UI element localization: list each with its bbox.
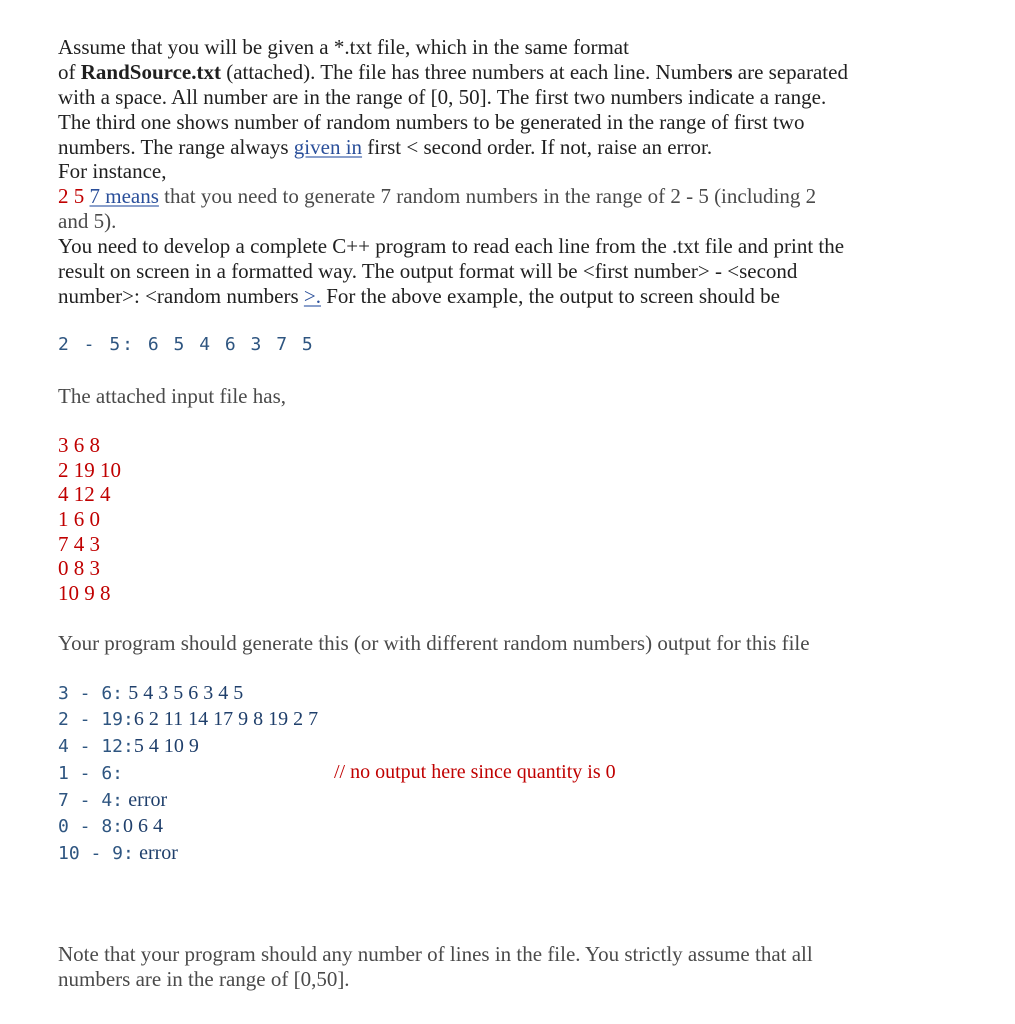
- para1-line10: result on screen in a formatted way. The output format will be <first number> - <second: [58, 259, 798, 283]
- output-prefix: 7 - 4:: [58, 790, 124, 811]
- text: of: [58, 60, 81, 84]
- output-row: [58, 812, 163, 840]
- output-values: error: [128, 789, 168, 811]
- para1-line11: [58, 283, 780, 309]
- output-prefix: 4 - 12:: [58, 736, 134, 757]
- output-row: [58, 705, 318, 733]
- para1-line5: [58, 134, 712, 160]
- para1-line2: [58, 59, 848, 85]
- output-prefix: 0 - 8:: [58, 816, 124, 837]
- para1-line8: and 5).: [58, 209, 117, 233]
- output-prefix: 10 - 9:: [58, 843, 134, 864]
- text: that you need to generate 7 random numbers in the range of 2 - 5 (including 2: [158, 184, 817, 208]
- output-values: 6 2 11 14 17 9 8 19 2 7: [133, 708, 319, 730]
- output-prefix: 3 - 6:: [58, 683, 124, 704]
- bold-s: s: [724, 60, 733, 84]
- output-values: 0 6 4: [123, 815, 164, 837]
- filename-bold: RandSource.txt: [80, 60, 221, 84]
- tracked-change-link[interactable]: 7 means: [89, 184, 159, 208]
- output-row: [58, 679, 243, 707]
- text: number>: <random numbers: [58, 284, 304, 308]
- input-heading: The attached input file has,: [58, 384, 286, 408]
- output-comment: // no output here since quantity is 0: [334, 761, 616, 783]
- input-line: 0 8 3: [58, 556, 100, 580]
- para1-line4: The third one shows number of random numbers to be generated in the range of first two: [58, 110, 805, 134]
- text: are separated: [732, 60, 848, 84]
- output-prefix: 2 - 19:: [58, 709, 134, 730]
- para1-line6: For instance,: [58, 159, 167, 183]
- tracked-change-link[interactable]: given in: [293, 135, 363, 159]
- output-row: [58, 839, 178, 867]
- output-values: 5 4 3 5 6 3 4 5: [128, 682, 244, 704]
- input-line: 7 4 3: [58, 532, 100, 556]
- output-values: error: [139, 842, 178, 864]
- input-line: 4 12 4: [58, 482, 111, 506]
- text: first < second order. If not, raise an error.: [362, 135, 713, 159]
- input-line: 10 9 8: [58, 581, 111, 605]
- para1-line1: Assume that you will be given a *.txt file, which in the same format: [58, 35, 629, 59]
- example-output: 2 - 5: 6 5 4 6 3 7 5: [58, 334, 315, 355]
- text: numbers. The range always: [58, 135, 294, 159]
- para1-line7: [58, 183, 816, 209]
- output-row: [58, 786, 167, 814]
- note-line1: Note that your program should any number of lines in the file. You strictly assume that all: [58, 942, 813, 966]
- output-row: [58, 759, 616, 787]
- output-values: 5 4 10 9: [133, 735, 199, 757]
- para1-line3: with a space. All number are in the range of [0, 50]. The first two numbers indicate a range.: [58, 85, 827, 109]
- tracked-change-link[interactable]: >.: [303, 284, 321, 308]
- input-line: 1 6 0: [58, 507, 100, 531]
- para1-line9: You need to develop a complete C++ program to read each line from the .txt file and print the: [58, 234, 845, 258]
- note-line2: numbers are in the range of [0,50].: [58, 967, 350, 991]
- input-line: 3 6 8: [58, 433, 100, 457]
- output-prefix: 1 - 6:: [58, 763, 124, 784]
- input-line: 2 19 10: [58, 458, 121, 482]
- generate-heading: Your program should generate this (or with different random numbers) output for this file: [58, 631, 810, 655]
- output-row: [58, 732, 199, 760]
- text: (attached). The file has three numbers at each line. Number: [220, 60, 725, 84]
- example-input-red: 2 5: [58, 184, 90, 208]
- text: For the above example, the output to screen should be: [320, 284, 780, 308]
